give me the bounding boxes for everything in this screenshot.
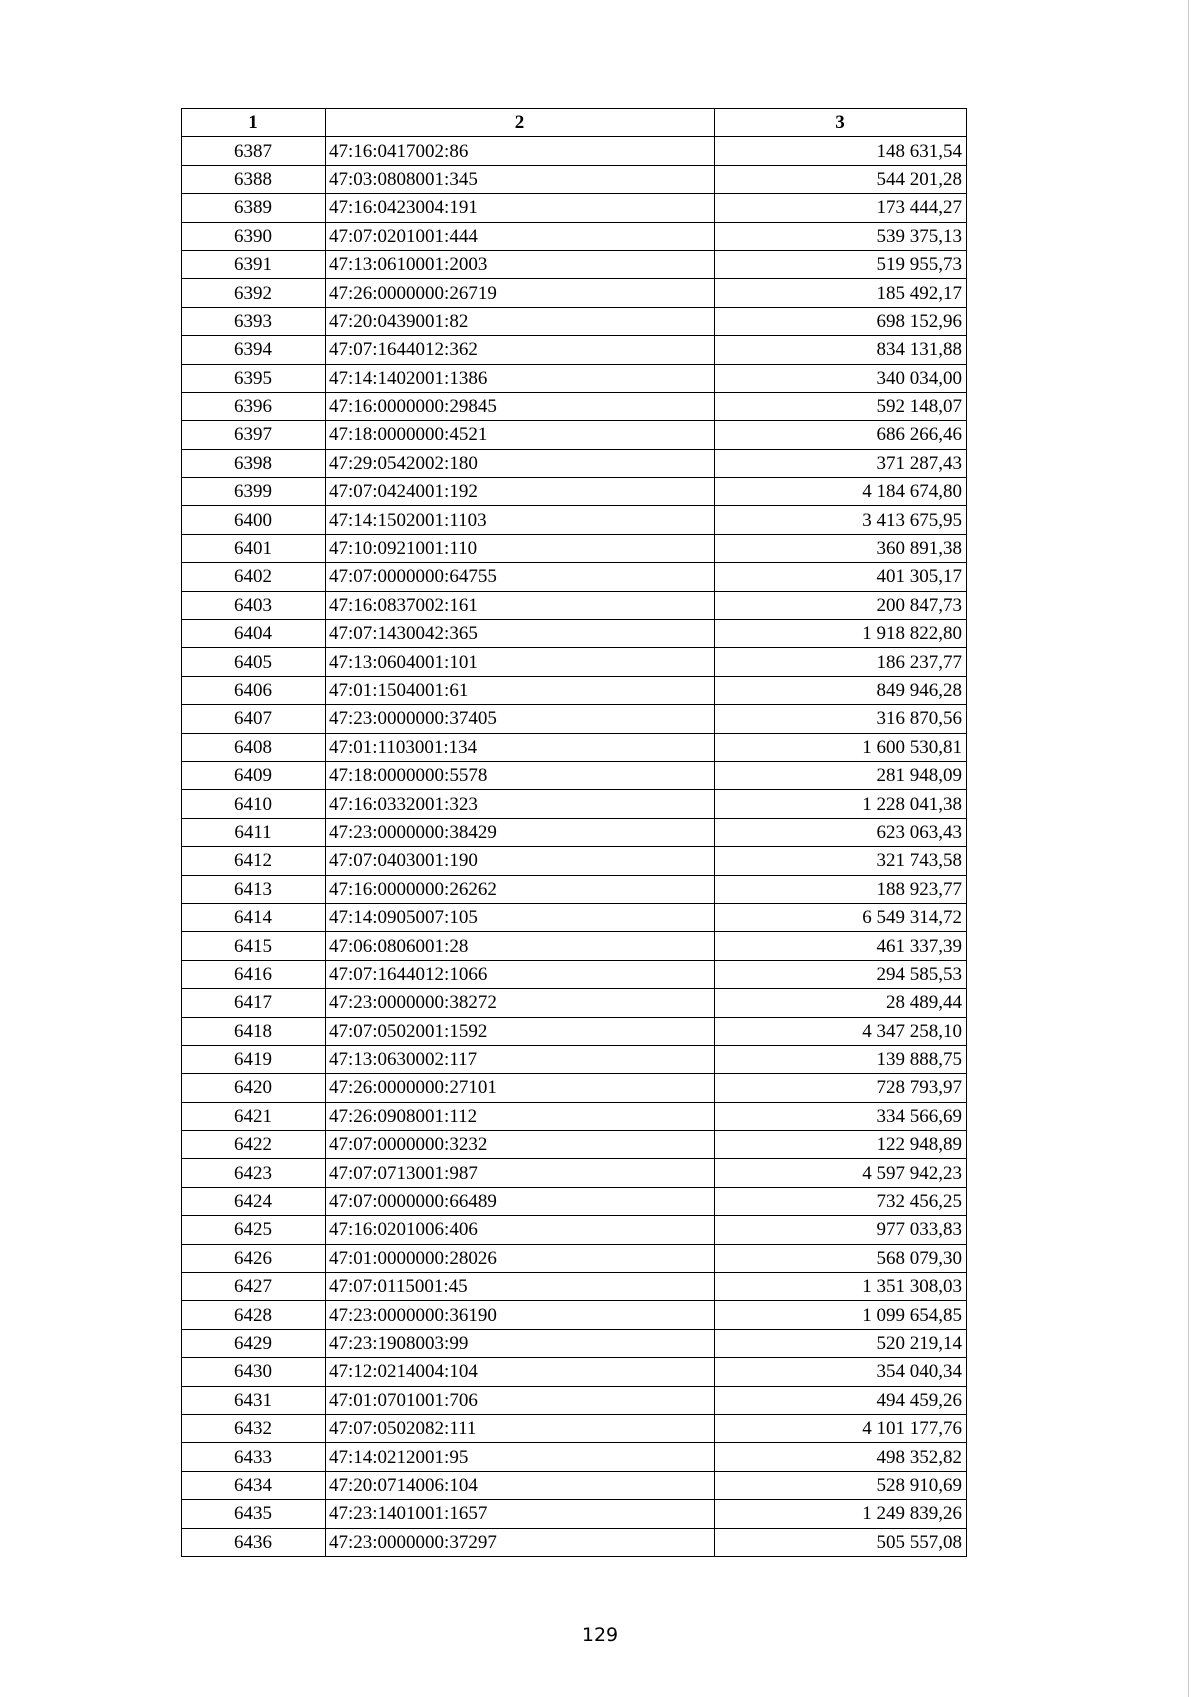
- cadastral-number-cell: 47:23:0000000:38272: [326, 989, 715, 1017]
- table-row: [182, 818, 967, 846]
- cadastral-number-cell: 47:06:0806001:28: [326, 932, 715, 960]
- row-number-cell: 6423: [182, 1159, 326, 1187]
- row-number-cell: 6425: [182, 1216, 326, 1244]
- row-number-cell: 6398: [182, 449, 326, 477]
- table-row: [182, 1301, 967, 1329]
- value-cell: 4 597 942,23: [715, 1159, 967, 1187]
- cadastral-number-cell: 47:07:0201001:444: [326, 222, 715, 250]
- value-cell: 544 201,28: [715, 165, 967, 193]
- row-number-cell: 6434: [182, 1471, 326, 1499]
- table-row: [182, 648, 967, 676]
- table-row: [182, 790, 967, 818]
- row-number-cell: 6399: [182, 478, 326, 506]
- cadastral-number-cell: 47:23:0000000:38429: [326, 818, 715, 846]
- value-cell: 1 351 308,03: [715, 1273, 967, 1301]
- row-number-cell: 6394: [182, 336, 326, 364]
- table-row: [182, 1273, 967, 1301]
- cadastral-number-cell: 47:01:1103001:134: [326, 733, 715, 761]
- value-cell: 354 040,34: [715, 1358, 967, 1386]
- value-cell: 623 063,43: [715, 818, 967, 846]
- column-header-2: 2: [326, 109, 715, 137]
- table-row: [182, 364, 967, 392]
- table-row: [182, 279, 967, 307]
- row-number-cell: 6415: [182, 932, 326, 960]
- table-row: [182, 932, 967, 960]
- row-number-cell: 6395: [182, 364, 326, 392]
- row-number-cell: 6413: [182, 875, 326, 903]
- table-row: [182, 1159, 967, 1187]
- cadastral-number-cell: 47:07:0424001:192: [326, 478, 715, 506]
- header-row: [182, 109, 967, 137]
- value-cell: 139 888,75: [715, 1045, 967, 1073]
- row-number-cell: 6429: [182, 1329, 326, 1357]
- table-row: [182, 591, 967, 619]
- value-cell: 294 585,53: [715, 960, 967, 988]
- row-number-cell: 6405: [182, 648, 326, 676]
- value-cell: 4 101 177,76: [715, 1414, 967, 1442]
- cadastral-number-cell: 47:16:0417002:86: [326, 137, 715, 165]
- value-cell: 340 034,00: [715, 364, 967, 392]
- row-number-cell: 6424: [182, 1187, 326, 1215]
- cadastral-number-cell: 47:29:0542002:180: [326, 449, 715, 477]
- cadastral-number-cell: 47:07:0000000:3232: [326, 1131, 715, 1159]
- cadastral-number-cell: 47:01:0000000:28026: [326, 1244, 715, 1272]
- table-row: [182, 1414, 967, 1442]
- table-row: [182, 563, 967, 591]
- value-cell: 3 413 675,95: [715, 506, 967, 534]
- value-cell: 316 870,56: [715, 705, 967, 733]
- value-cell: 1 099 654,85: [715, 1301, 967, 1329]
- cadastral-number-cell: 47:20:0439001:82: [326, 307, 715, 335]
- cadastral-number-cell: 47:14:0905007:105: [326, 903, 715, 931]
- cadastral-number-cell: 47:14:1502001:1103: [326, 506, 715, 534]
- table-row: [182, 534, 967, 562]
- table-row: [182, 960, 967, 988]
- table-row: [182, 1244, 967, 1272]
- row-number-cell: 6433: [182, 1443, 326, 1471]
- table-row: [182, 1471, 967, 1499]
- table-row: [182, 1386, 967, 1414]
- value-cell: 461 337,39: [715, 932, 967, 960]
- cadastral-number-cell: 47:14:0212001:95: [326, 1443, 715, 1471]
- cadastral-number-cell: 47:18:0000000:4521: [326, 421, 715, 449]
- cadastral-number-cell: 47:26:0000000:26719: [326, 279, 715, 307]
- value-cell: 539 375,13: [715, 222, 967, 250]
- value-cell: 6 549 314,72: [715, 903, 967, 931]
- value-cell: 28 489,44: [715, 989, 967, 1017]
- table-row: [182, 1187, 967, 1215]
- table-row: [182, 875, 967, 903]
- table-row: [182, 705, 967, 733]
- value-cell: 1 249 839,26: [715, 1500, 967, 1528]
- value-cell: 4 184 674,80: [715, 478, 967, 506]
- table-row: [182, 478, 967, 506]
- row-number-cell: 6387: [182, 137, 326, 165]
- row-number-cell: 6390: [182, 222, 326, 250]
- row-number-cell: 6421: [182, 1102, 326, 1130]
- table-row: [182, 1500, 967, 1528]
- value-cell: 401 305,17: [715, 563, 967, 591]
- table-row: [182, 1074, 967, 1102]
- cadastral-number-cell: 47:10:0921001:110: [326, 534, 715, 562]
- cadastral-number-cell: 47:14:1402001:1386: [326, 364, 715, 392]
- row-number-cell: 6396: [182, 392, 326, 420]
- cadastral-number-cell: 47:23:0000000:37297: [326, 1528, 715, 1556]
- table-row: [182, 1102, 967, 1130]
- table-row: [182, 733, 967, 761]
- cadastral-number-cell: 47:07:0000000:64755: [326, 563, 715, 591]
- row-number-cell: 6417: [182, 989, 326, 1017]
- row-number-cell: 6422: [182, 1131, 326, 1159]
- row-number-cell: 6404: [182, 620, 326, 648]
- cadastral-number-cell: 47:20:0714006:104: [326, 1471, 715, 1499]
- row-number-cell: 6409: [182, 761, 326, 789]
- value-cell: 977 033,83: [715, 1216, 967, 1244]
- value-cell: 371 287,43: [715, 449, 967, 477]
- cadastral-number-cell: 47:01:0701001:706: [326, 1386, 715, 1414]
- cadastral-number-cell: 47:07:0502082:111: [326, 1414, 715, 1442]
- table-row: [182, 449, 967, 477]
- value-cell: 186 237,77: [715, 648, 967, 676]
- row-number-cell: 6426: [182, 1244, 326, 1272]
- row-number-cell: 6436: [182, 1528, 326, 1556]
- row-number-cell: 6420: [182, 1074, 326, 1102]
- value-cell: 360 891,38: [715, 534, 967, 562]
- page-number: 129: [581, 1624, 619, 1646]
- row-number-cell: 6427: [182, 1273, 326, 1301]
- table-body: [182, 137, 967, 1557]
- cadastral-number-cell: 47:16:0000000:26262: [326, 875, 715, 903]
- row-number-cell: 6431: [182, 1386, 326, 1414]
- table-row: [182, 676, 967, 704]
- cadastral-number-cell: 47:07:0000000:66489: [326, 1187, 715, 1215]
- table-row: [182, 506, 967, 534]
- table-row: [182, 989, 967, 1017]
- row-number-cell: 6391: [182, 250, 326, 278]
- row-number-cell: 6408: [182, 733, 326, 761]
- value-cell: 1 918 822,80: [715, 620, 967, 648]
- cadastral-number-cell: 47:07:1644012:1066: [326, 960, 715, 988]
- value-cell: 321 743,58: [715, 847, 967, 875]
- cadastral-number-cell: 47:07:0403001:190: [326, 847, 715, 875]
- table-row: [182, 1443, 967, 1471]
- cadastral-number-cell: 47:23:0000000:36190: [326, 1301, 715, 1329]
- value-cell: 592 148,07: [715, 392, 967, 420]
- row-number-cell: 6430: [182, 1358, 326, 1386]
- value-cell: 173 444,27: [715, 194, 967, 222]
- cadastral-number-cell: 47:18:0000000:5578: [326, 761, 715, 789]
- row-number-cell: 6410: [182, 790, 326, 818]
- cadastral-number-cell: 47:13:0610001:2003: [326, 250, 715, 278]
- table-row: [182, 392, 967, 420]
- row-number-cell: 6392: [182, 279, 326, 307]
- table-row: [182, 165, 967, 193]
- cadastral-number-cell: 47:07:0115001:45: [326, 1273, 715, 1301]
- cadastral-number-cell: 47:26:0000000:27101: [326, 1074, 715, 1102]
- row-number-cell: 6418: [182, 1017, 326, 1045]
- value-cell: 728 793,97: [715, 1074, 967, 1102]
- row-number-cell: 6401: [182, 534, 326, 562]
- value-cell: 686 266,46: [715, 421, 967, 449]
- row-number-cell: 6406: [182, 676, 326, 704]
- row-number-cell: 6435: [182, 1500, 326, 1528]
- cadastral-number-cell: 47:16:0332001:323: [326, 790, 715, 818]
- value-cell: 849 946,28: [715, 676, 967, 704]
- value-cell: 281 948,09: [715, 761, 967, 789]
- row-number-cell: 6428: [182, 1301, 326, 1329]
- cadastral-number-cell: 47:07:1644012:362: [326, 336, 715, 364]
- row-number-cell: 6416: [182, 960, 326, 988]
- value-cell: 148 631,54: [715, 137, 967, 165]
- value-cell: 188 923,77: [715, 875, 967, 903]
- cadastral-number-cell: 47:07:0713001:987: [326, 1159, 715, 1187]
- table-row: [182, 250, 967, 278]
- table-row: [182, 194, 967, 222]
- table-row: [182, 1358, 967, 1386]
- table-row: [182, 847, 967, 875]
- value-cell: 519 955,73: [715, 250, 967, 278]
- table-row: [182, 1528, 967, 1556]
- value-cell: 520 219,14: [715, 1329, 967, 1357]
- value-cell: 505 557,08: [715, 1528, 967, 1556]
- value-cell: 200 847,73: [715, 591, 967, 619]
- row-number-cell: 6412: [182, 847, 326, 875]
- row-number-cell: 6411: [182, 818, 326, 846]
- column-header-3: 3: [715, 109, 967, 137]
- table-row: [182, 137, 967, 165]
- row-number-cell: 6389: [182, 194, 326, 222]
- value-cell: 834 131,88: [715, 336, 967, 364]
- cadastral-number-cell: 47:07:0502001:1592: [326, 1017, 715, 1045]
- table-row: [182, 1131, 967, 1159]
- cadastral-number-cell: 47:07:1430042:365: [326, 620, 715, 648]
- row-number-cell: 6393: [182, 307, 326, 335]
- cadastral-number-cell: 47:23:1401001:1657: [326, 1500, 715, 1528]
- table-row: [182, 421, 967, 449]
- table-row: [182, 307, 967, 335]
- table-row: [182, 1017, 967, 1045]
- row-number-cell: 6402: [182, 563, 326, 591]
- row-number-cell: 6403: [182, 591, 326, 619]
- cadastral-number-cell: 47:03:0808001:345: [326, 165, 715, 193]
- table-row: [182, 761, 967, 789]
- value-cell: 185 492,17: [715, 279, 967, 307]
- row-number-cell: 6407: [182, 705, 326, 733]
- cadastral-number-cell: 47:23:1908003:99: [326, 1329, 715, 1357]
- value-cell: 1 600 530,81: [715, 733, 967, 761]
- row-number-cell: 6432: [182, 1414, 326, 1442]
- cadastral-number-cell: 47:16:0000000:29845: [326, 392, 715, 420]
- value-cell: 4 347 258,10: [715, 1017, 967, 1045]
- value-cell: 568 079,30: [715, 1244, 967, 1272]
- table-row: [182, 1329, 967, 1357]
- cadastral-number-cell: 47:23:0000000:37405: [326, 705, 715, 733]
- cadastral-number-cell: 47:16:0423004:191: [326, 194, 715, 222]
- page-edge-line: [1188, 0, 1189, 1697]
- value-cell: 1 228 041,38: [715, 790, 967, 818]
- cadastral-number-cell: 47:12:0214004:104: [326, 1358, 715, 1386]
- row-number-cell: 6388: [182, 165, 326, 193]
- table-row: [182, 1045, 967, 1073]
- table-row: [182, 903, 967, 931]
- value-cell: 494 459,26: [715, 1386, 967, 1414]
- column-header-1: 1: [182, 109, 326, 137]
- table-row: [182, 1216, 967, 1244]
- value-cell: 122 948,89: [715, 1131, 967, 1159]
- table-row: [182, 222, 967, 250]
- row-number-cell: 6414: [182, 903, 326, 931]
- value-cell: 498 352,82: [715, 1443, 967, 1471]
- row-number-cell: 6400: [182, 506, 326, 534]
- row-number-cell: 6419: [182, 1045, 326, 1073]
- cadastral-number-cell: 47:13:0630002:117: [326, 1045, 715, 1073]
- value-cell: 334 566,69: [715, 1102, 967, 1130]
- row-number-cell: 6397: [182, 421, 326, 449]
- cadastral-number-cell: 47:01:1504001:61: [326, 676, 715, 704]
- table-row: [182, 620, 967, 648]
- cadastral-number-cell: 47:26:0908001:112: [326, 1102, 715, 1130]
- cadastral-number-cell: 47:16:0201006:406: [326, 1216, 715, 1244]
- value-cell: 698 152,96: [715, 307, 967, 335]
- table-row: [182, 336, 967, 364]
- value-cell: 528 910,69: [715, 1471, 967, 1499]
- cadastral-number-cell: 47:16:0837002:161: [326, 591, 715, 619]
- cadastral-number-cell: 47:13:0604001:101: [326, 648, 715, 676]
- data-table: [181, 108, 967, 1557]
- value-cell: 732 456,25: [715, 1187, 967, 1215]
